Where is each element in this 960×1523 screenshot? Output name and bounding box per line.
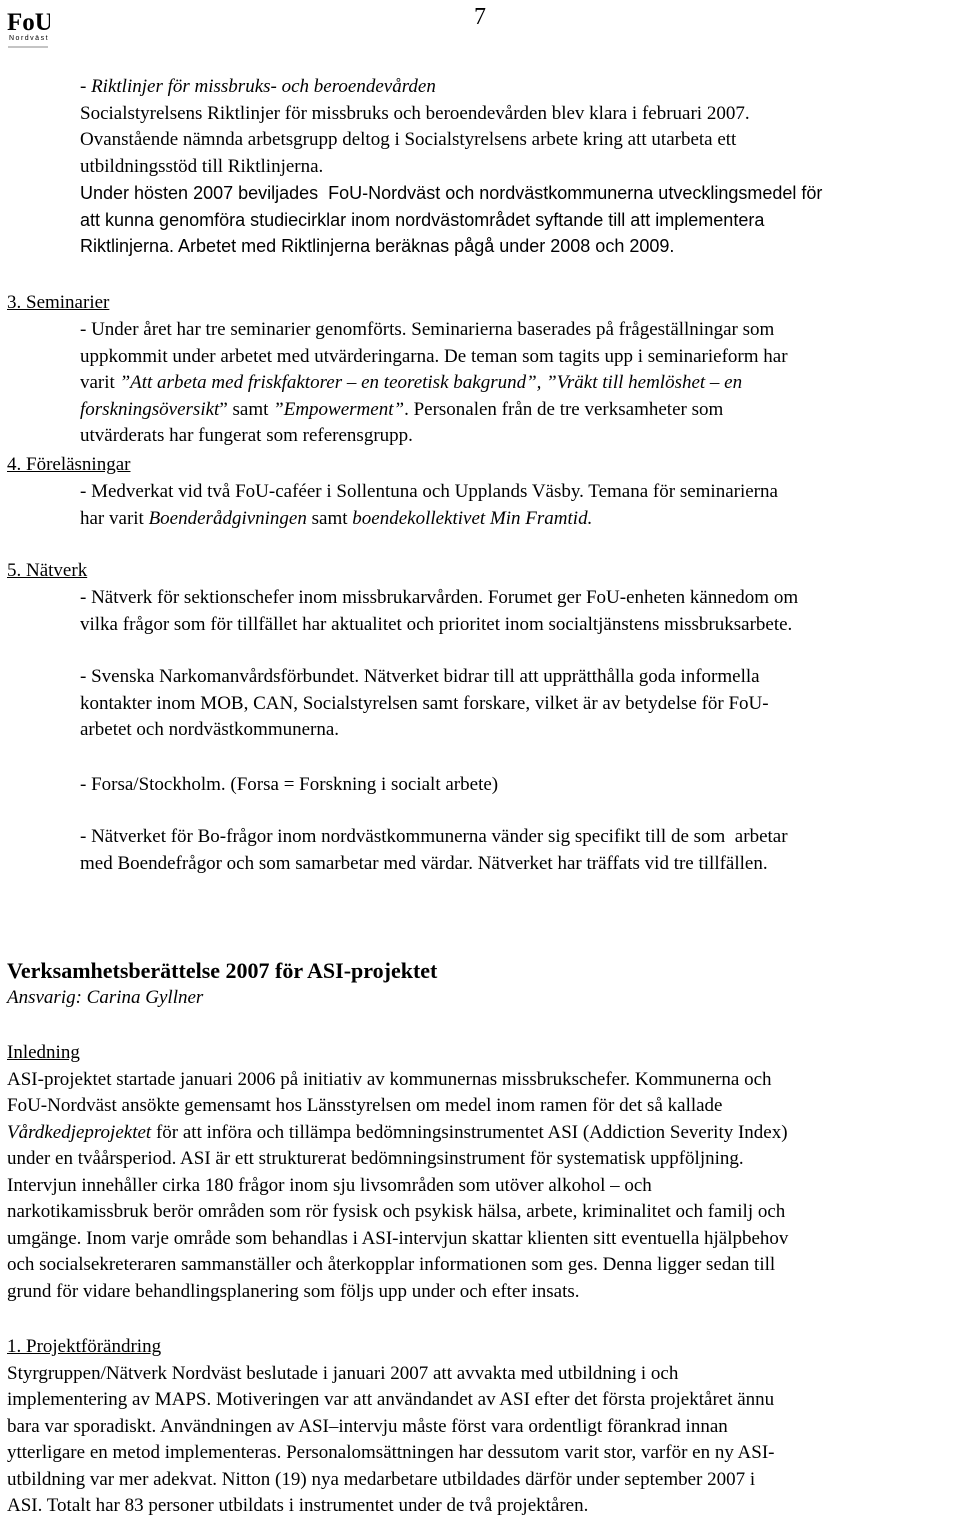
inledning-line: ASI-projektet startade januari 2006 på initiativ av kommunernas missbrukschefer. Kommunerna och: [7, 1068, 772, 1090]
riktlinjer-line: Socialstyrelsens Riktlinjer för missbruks och beroendevården blev klara i februari 2007.: [80, 102, 750, 124]
inledning-line: FoU-Nordväst ansökte gemensamt hos Länsstyrelsen om medel inom ramen för det så kallade: [7, 1095, 723, 1116]
riktlinjer-line: Under hösten 2007 beviljades FoU-Nordväst och nordvästkommunerna utvecklingsmedel för: [80, 183, 823, 203]
natverk-forsa: [80, 772, 498, 799]
projektforandring-line: implementering av MAPS. Motiveringen var att användandet av ASI efter det första projektåret ännu: [7, 1389, 775, 1410]
seminarier-line: [80, 397, 788, 424]
page-number: 7: [474, 4, 486, 30]
forelasningar-topic: boendekollektivet Min Framtid.: [352, 507, 593, 529]
natverk-line: kontakter inom MOB, CAN, Socialstyrelsen samt forskare, vilket är av betydelse för FoU-: [80, 692, 769, 714]
projektforandring-line: ytterligare en metod implementeras. Personalomsättningen har dessutom varit stor, varför en ny ASI-: [7, 1442, 775, 1463]
seminarier-line: [80, 370, 788, 397]
seminarier-text: . Personalen från de tre verksamheter som: [404, 398, 724, 420]
natverk-line: - Forsa/Stockholm. (Forsa = Forskning i socialt arbete): [80, 774, 499, 795]
logo-name: FoU: [7, 9, 50, 36]
seminarier-text: varit: [80, 372, 120, 393]
seminarier-line: - Under året har tre seminarier genomförts. Seminarierna baserades på frågeställningar som: [80, 319, 775, 340]
natverk-line: vilka frågor som för tillfället har aktualitet och prioritet inom socialtjänstens missbruksarbete.: [80, 613, 793, 635]
projektforandring-line: utbildning var mer adekvat. Nitton (19) nya medarbetare utbildades därför under september 2007 i: [7, 1468, 756, 1490]
seminarier-heading-block: [7, 290, 109, 317]
forelasningar-heading-block: [7, 452, 130, 479]
seminarier-heading: 3. Seminarier: [7, 292, 110, 313]
seminarier-body: [80, 317, 788, 450]
forelasningar-text: har varit: [80, 507, 149, 529]
natverk-bofragor: [80, 824, 788, 877]
forelasningar-text: samt: [306, 507, 353, 529]
inledning-heading: Inledning: [7, 1042, 80, 1063]
natverk-line: - Svenska Narkomanvårdsförbundet. Nätverket bidrar till att upprätthålla goda informella: [80, 666, 760, 687]
forelasningar-body: [80, 479, 778, 532]
riktlinjer-line: att kunna genomföra studiecirklar inom nordvästområdet syftande till att implementera: [80, 209, 765, 230]
asi-header: [7, 958, 437, 1011]
inledning-line: Intervjun innehåller cirka 180 frågor inom sju livsområden som utöver alkohol – och: [7, 1174, 652, 1196]
inledning-text: för att införa och tillämpa bedömningsinstrumentet ASI (Addiction Severity Index): [151, 1121, 788, 1143]
natverk-heading-block: [7, 558, 87, 585]
riktlinjer-line: Ovanstående nämnda arbetsgrupp deltog i Socialstyrelsens arbete kring att utarbeta ett: [80, 129, 737, 150]
natverk-line: - Nätverket för Bo-frågor inom nordvästkommunerna vänder sig specifikt till de som arbetar: [80, 826, 788, 847]
natverk-line: med Boendefrågor och som samarbetar med värdar. Nätverket har träffats vid tre tillfällen.: [80, 852, 768, 874]
natverk-heading: 5. Nätverk: [7, 560, 88, 581]
projektforandring-line: ASI. Totalt har 83 personer utbildats i instrumentet under de två projektåren.: [7, 1495, 589, 1516]
inledning-line: under en tvåårsperiod. ASI är ett strukturerat bedömningsinstrument för systematisk uppföljning.: [7, 1148, 744, 1169]
inledning-line: och socialsekreteraren sammanställer och återkopplar informationen som ges. Denna ligger sedan till: [7, 1254, 776, 1275]
natverk-narkomanvard: [80, 664, 769, 744]
seminarier-themes: ”Att arbeta med friskfaktorer – en teoretisk bakgrund”, ”Vräkt till hemlöshet – en: [119, 372, 743, 393]
seminarier-text: ” samt: [219, 398, 274, 420]
natverk-sektionschefer: [80, 585, 798, 638]
inledning-project: Vårdkedjeprojektet: [7, 1121, 152, 1143]
riktlinjer-title: - Riktlinjer för missbruks- och beroendevården: [80, 76, 436, 97]
asi-inledning: [7, 1040, 788, 1305]
riktlinjer-line: utbildningsstöd till Riktlinjerna.: [80, 155, 324, 177]
forelasningar-heading: 4. Föreläsningar: [7, 454, 131, 475]
inledning-line: [7, 1120, 788, 1147]
projektforandring-heading: 1. Projektförändring: [7, 1336, 162, 1357]
asi-title: Verksamhetsberättelse 2007 för ASI-projektet: [7, 958, 438, 983]
natverk-line: - Nätverk för sektionschefer inom missbrukarvården. Forumet ger FoU-enheten kännedom om: [80, 587, 799, 608]
seminarier-line: utvärderats har fungerat som referensgrupp.: [80, 425, 413, 446]
asi-responsible: Ansvarig: Carina Gyllner: [7, 986, 204, 1008]
riktlinjer-section: [80, 74, 822, 260]
forelasningar-line: [80, 506, 778, 533]
inledning-line: grund för vidare behandlingsplanering som följs upp under och efter insats.: [7, 1280, 580, 1302]
riktlinjer-line: Riktlinjerna. Arbetet med Riktlinjerna beräknas pågå under 2008 och 2009.: [80, 236, 675, 256]
fou-nordvast-logo: [6, 6, 50, 50]
projektforandring-line: bara var sporadiskt. Användningen av ASI–intervju måste först vara ordentligt förankrad innan: [7, 1415, 728, 1437]
projektforandring-line: Styrgruppen/Nätverk Nordväst beslutade i januari 2007 att avvakta med utbildning i och: [7, 1362, 679, 1384]
logo-subtitle: Nordväst: [9, 35, 50, 42]
forelasningar-line: - Medverkat vid två FoU-caféer i Sollentuna och Upplands Väsby. Temana för seminarierna: [80, 481, 778, 502]
seminarier-themes: ”Empowerment”: [273, 398, 405, 420]
seminarier-themes: forskningsöversikt: [80, 398, 220, 420]
inledning-line: narkotikamissbruk berör områden som rör fysisk och psykisk hälsa, arbete, kriminalitet och familj och: [7, 1201, 786, 1222]
forelasningar-topic: Boenderådgivningen: [148, 507, 307, 529]
natverk-line: arbetet och nordvästkommunerna.: [80, 719, 340, 740]
asi-projektforandring: [7, 1334, 775, 1520]
inledning-line: umgänge. Inom varje område som behandlas i ASI-intervjun skattar klienten sitt eventuella hjälpbehov: [7, 1227, 789, 1249]
seminarier-line: uppkommit under arbetet med utvärderingarna. De teman som tagits upp i seminarieform har: [80, 345, 788, 367]
